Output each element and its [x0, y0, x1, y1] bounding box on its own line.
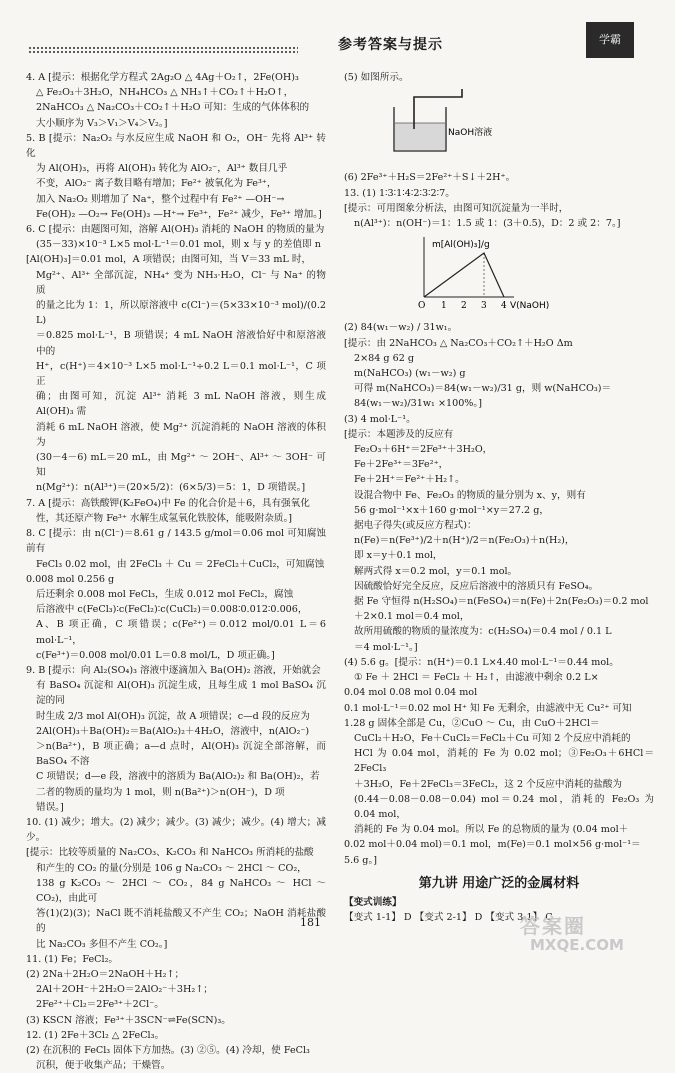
text-line: m(NaHCO₃) (w₁－w₂) g [354, 368, 466, 380]
text-line: 2Al＋2OH⁻＋2H₂O＝2AlO₂⁻＋3H₂↑； [36, 984, 213, 996]
text-line: 5.6 g。] [344, 854, 377, 866]
text-line: 时生成 2/3 mol Al(OH)₃ 沉淀，故 A 项错误；c—d 段的反应为 [36, 710, 310, 722]
text-line: CuCl₂＋H₂O，Fe＋CuCl₂＝FeCl₂＋Cu 可知 2 个反应中消耗的 [354, 732, 631, 744]
page-header-title: 参考答案与提示 [338, 37, 443, 53]
watermark-url: MXQE.COM [530, 936, 624, 954]
text-line: 4. A [提示：根据化学方程式 2Ag₂O △ 4Ag＋O₂↑，2Fe(OH)₃ [26, 72, 299, 83]
right-column [344, 70, 654, 925]
text-line: 11. (1) Fe；FeCl₂。 [26, 953, 119, 965]
text-line: ① Fe ＋ 2HCl ＝ FeCl₂ ＋ H₂↑，由滤液中剩余 0.2 L× [354, 672, 599, 684]
text-line: 为 Al(OH)₃，再将 Al(OH)₃ 转化为 AlO₂⁻，Al³⁺ 数目几乎 [36, 163, 288, 175]
text-line: 10. (1) 减少；增大。(2) 减少；减少。(3) 减少；减少。(4) 增大；减少。 [26, 816, 326, 844]
text-line: A、B 项正确，C 项错误；c(Fe²⁺)＝0.012 mol/0.01 L＝6 mol·L⁻¹， [36, 619, 326, 646]
text-line: [Al(OH)₃]＝0.01 mol，A 项错误；由图可知，当 V＝33 mL 时， [26, 254, 312, 266]
text-line: 可得 m(NaHCO₃)＝84(w₁－w₂)/31 g，则 w(NaHCO₃)＝ [354, 383, 612, 395]
text-line: C 项错误；d—e 段，溶液中的溶质为 Ba(AlO₂)₂ 和 Ba(OH)₂，若 [36, 771, 320, 783]
tick-o: O [418, 301, 426, 312]
text-line: 故所用硫酸的物质的量浓度为：c(H₂SO₄)＝0.4 mol / 0.1 L [354, 626, 612, 638]
text-line: ＋3H₂O，Fe＋2FeCl₃＝3FeCl₂，这 2 个反应中消耗的盐酸为 [354, 778, 623, 790]
drill-line: 【变式 1-1】 D 【变式 2-1】 D 【变式 3-1】 C [344, 912, 553, 924]
drill-header: 【变式训练】 [344, 896, 402, 908]
text-line: 12. (1) 2Fe＋3Cl₂ △ 2FeCl₃。 [26, 1029, 165, 1041]
text-line: 因硫酸恰好完全反应，反应后溶液中的溶质只有 FeSO₄。 [354, 580, 599, 592]
text-line: 0.04 mol 0.08 mol 0.04 mol [344, 687, 478, 699]
text-line: 0.008 mol 0.256 g [26, 573, 115, 585]
header-dots [28, 46, 298, 54]
text-line: 2Al(OH)₃＋Ba(OH)₂＝Ba(AlO₂)₂＋4H₂O，溶液中，n(AlO₂⁻) [36, 725, 310, 737]
watermark-text: 答案圈 [520, 914, 586, 938]
tick-2: 2 [461, 301, 467, 312]
text-line: Mg²⁺、Al³⁺ 全部沉淀，NH₄⁺ 变为 NH₃·H₂O，Cl⁻ 与 Na⁺ 的物质 [36, 269, 326, 296]
text-line: ＝4 mol·L⁻¹。] [354, 641, 418, 653]
publisher-logo: 学霸 [586, 22, 634, 58]
al-oh3-graph [404, 233, 554, 311]
text-line: (4) 5.6 g。[提示：n(H⁺)＝0.1 L×4.40 mol·L⁻¹＝0.44 mol。 [344, 656, 619, 668]
text-line: n(Fe)＝n(Fe³⁺)/2＋n(H⁺)/2＝n(Fe₂O₃)＋n(H₂)， [354, 535, 575, 547]
text-line: (3) KSCN 溶液；Fe³⁺＋3SCN⁻⇌Fe(SCN)₃。 [26, 1014, 231, 1026]
text-line: 后还剩余 0.008 mol FeCl₃，生成 0.012 mol FeCl₂，腐蚀 [36, 588, 294, 600]
text-line: 138 g K₂CO₃ ～ 2HCl ～ CO₂，84 g NaHCO₃ ～ HCl ～ CO₂)，由此可 [36, 877, 326, 904]
text-line: (3) 4 mol·L⁻¹。 [344, 413, 416, 425]
section-title: 第九讲 用途广泛的金属材料 [418, 875, 580, 891]
text-line: (5) 如图所示。 [344, 72, 409, 83]
text-line: 2×84 g 62 g [354, 352, 414, 364]
text-line: (6) 2Fe³⁺＋H₂S＝2Fe²⁺＋S↓＋2H⁺。 [344, 172, 516, 184]
text-line: 大小顺序为 V₃＞V₁＞V₄＞V₂。] [36, 117, 168, 129]
text-line: 比 Na₂CO₃ 多但不产生 CO₂。] [36, 938, 168, 950]
text-line: △ Fe₂O₃＋3H₂O，NH₄HCO₃ △ NH₃↑＋CO₂↑＋H₂O↑， [36, 87, 294, 99]
text-line: 答(1)(2)(3)；NaCl 既不消耗盐酸又不产生 CO₂；NaOH 消耗盐酸的 [36, 908, 326, 935]
tick-3: 3 [481, 301, 487, 312]
text-line: 6. C [提示：由题图可知，溶解 Al(OH)₃ 消耗的 NaOH 的物质的量为 [26, 224, 325, 236]
text-line: ＋2×0.1 mol＝0.4 mol， [354, 611, 470, 623]
text-line: 确；由图可知，沉淀 Al³⁺ 消耗 3 mL NaOH 溶液，则生成 Al(OH)₃ 需 [36, 391, 326, 418]
text-line: [提示：可用图象分析法，由图可知沉淀量为一半时， [344, 202, 569, 214]
text-line: ＞n(Ba²⁺)，B 项正确；a—d 点时，Al(OH)₃ 沉淀全部溶解，而 BaSO₄ 不溶 [36, 740, 326, 768]
text-line: (2) 84(w₁－w₂) / 31w₁。 [344, 322, 458, 334]
text-line: 据 Fe 守恒得 n(H₂SO₄)＝n(FeSO₄)＝n(Fe)＋2n(Fe₂O₃)＝0.2 mol [354, 596, 649, 608]
text-line: [提示：由 2NaHCO₃ △ Na₂CO₃＋CO₂↑＋H₂O Δm [344, 337, 573, 349]
text-line: Fe＋2Fe³⁺＝3Fe²⁺， [354, 459, 449, 471]
text-line: 13. (1) 1∶3∶1∶4∶2∶3∶2∶7。 [344, 187, 455, 199]
text-line: 56 g·mol⁻¹×x＋160 g·mol⁻¹×y＝27.2 g， [354, 504, 549, 516]
text-line: 不变，AlO₂⁻ 离子数目略有增加；Fe²⁺ 被氧化为 Fe³⁺， [36, 178, 277, 190]
text-line: 消耗的 Fe 为 0.04 mol。所以 Fe 的总物质的量为 (0.04 mol＋ [354, 824, 629, 836]
text-line: HCl 为 0.04 mol，消耗的 Fe 为 0.02 mol；③Fe₂O₃＋6HCl＝2FeCl₃ [354, 748, 654, 775]
beaker-label: NaOH溶液 [448, 128, 493, 139]
text-line: FeCl₃ 0.02 mol，由 2FeCl₃ ＋ Cu ＝ 2FeCl₂＋CuCl₂，可知腐蚀 [36, 558, 325, 570]
text-line: (2) 2Na＋2H₂O＝2NaOH＋H₂↑； [26, 968, 185, 980]
text-line: H⁺，c(H⁺)＝4×10⁻³ L×5 mol·L⁻¹÷0.2 L＝0.1 mol·L⁻¹，C 项正 [36, 360, 326, 388]
text-line: 加入 Na₂O₂ 则增加了 Na⁺，整个过程中有 Fe²⁺ —OH⁻→ [36, 193, 285, 205]
left-column [26, 70, 326, 1073]
text-line: 沉积，便于收集产品；干燥管。 [36, 1060, 171, 1072]
tick-1: 1 [441, 301, 447, 312]
text-line: 1.28 g 固体全部是 Cu，②CuO ～ Cu，由 CuO＋2HCl＝ [344, 717, 600, 729]
text-line: n(Mg²⁺)：n(Al³⁺)＝(20×5/2)：(6×5/3)＝5：1，D 项错误。] [36, 482, 306, 494]
text-line: 8. C [提示：由 n(Cl⁻)＝8.61 g / 143.5 g/mol＝0.06 mol 可知腐蚀前有 [26, 528, 326, 555]
text-line: 0.1 mol·L⁻¹＝0.02 mol H⁺ 知 Fe 无剩余，由滤液中无 Cu²⁺ 可知 [344, 702, 632, 714]
text-line: 的量之比为 1：1，所以原溶液中 c(Cl⁻)＝(5×33×10⁻³ mol)/(0.2 L) [36, 300, 326, 327]
text-line: 2NaHCO₃ △ Na₂CO₃＋CO₂↑＋H₂O 可知：生成的气体体积的 [36, 102, 310, 114]
text-line: Fe＋2H⁺＝Fe²⁺＋H₂↑。 [354, 474, 465, 486]
text-line: 性，其还原产物 Fe³⁺ 水解生成氢氧化铁胶体，能吸附杂质。] [36, 512, 293, 524]
text-line: 即 x＝y＋0.1 mol， [354, 550, 443, 562]
text-line: 84(w₁－w₂)/31w₁ ×100%。] [354, 398, 482, 410]
text-line: 0.02 mol＋0.04 mol)＝0.1 mol，m(Fe)＝0.1 mol×56 g·mol⁻¹＝ [344, 839, 641, 851]
text-line: 9. B [提示：向 Al₂(SO₄)₃ 溶液中逐滴加入 Ba(OH)₂ 溶液，开始就会 [26, 664, 321, 676]
text-line: Fe₂O₃＋6H⁺＝2Fe³⁺＋3H₂O， [354, 444, 493, 456]
curve-line [424, 253, 504, 297]
page-number: 181 [300, 916, 321, 929]
text-line: (2) 在沉积的 FeCl₃ 固体下方加热。(3) ②⑤。(4) 冷却，使 FeCl₃ [26, 1045, 310, 1056]
text-line: 7. A [提示：高铁酸钾(K₂FeO₄)中 Fe 的化合价是＋6，具有强氧化 [26, 497, 310, 509]
text-line: (30－4－6) mL＝20 mL，由 Mg²⁺ ～ 2OH⁻、Al³⁺ ～ 3OH⁻ 可知 [36, 452, 326, 479]
text-line: c(Fe³⁺)＝0.008 mol/0.01 L＝0.8 mol/L，D 项正确。] [36, 649, 275, 661]
x-label: V(NaOH) [510, 301, 550, 312]
text-line: 和产生的 CO₂ 的量(分别是 106 g Na₂CO₃ ～ 2HCl ～ CO₂， [36, 862, 307, 874]
text-line: 消耗 6 mL NaOH 溶液，使 Mg²⁺ 沉淀消耗的 NaOH 溶液的体积为 [36, 421, 326, 448]
text-line: 有 BaSO₄ 沉淀和 Al(OH)₃ 沉淀生成，且每生成 1 mol BaSO₄ 沉淀的同 [36, 680, 326, 707]
tick-4: 4 [501, 301, 507, 312]
text-line: (0.44－0.08－0.08－0.04) mol＝0.24 mol，消耗的 Fe₂O₃ 为 0.04 mol， [354, 793, 654, 820]
text-line: [提示：本题涉及的反应有 [344, 428, 454, 440]
text-line: n(Al³⁺)：n(OH⁻)＝1：1.5 或 1：(3＋0.5)，D：2 或 2：7。] [354, 218, 621, 230]
text-line: 二者的物质的量均为 1 mol，则 n(Ba²⁺)＞n(OH⁻)，D 项 [36, 786, 285, 798]
beaker-liquid [395, 123, 445, 150]
text-line: ＝0.825 mol·L⁻¹，B 项错误；4 mL NaOH 溶液恰好中和原溶液中的 [36, 330, 326, 357]
beaker-diagram [384, 89, 534, 159]
text-line: Fe(OH)₂ —O₂→ Fe(OH)₃ —H⁺→ Fe³⁺，Fe²⁺ 减少，Fe³⁺ 增加。] [36, 208, 322, 220]
text-line: 2Fe²⁺＋Cl₂＝2Fe³⁺＋2Cl⁻。 [36, 999, 164, 1011]
text-line: 错误。] [36, 801, 64, 813]
text-line: [提示：比较等质量的 Na₂CO₃、K₂CO₃ 和 NaHCO₃ 所消耗的盐酸 [26, 847, 314, 859]
text-line: 据电子得失(或反应方程式)： [354, 520, 477, 532]
text-line: (35－33)×10⁻³ L×5 mol·L⁻¹＝0.01 mol，则 x 与 y 的差值即 n [36, 239, 321, 251]
text-line: 后溶液中 c(FeCl₃)∶c(FeCl₂)∶c(CuCl₂)＝0.008∶0.012∶0.006， [36, 604, 308, 616]
text-line: 5. B [提示：Na₂O₂ 与水反应生成 NaOH 和 O₂，OH⁻ 先将 Al³⁺ 转化 [26, 132, 326, 160]
text-line: 解两式得 x＝0.2 mol，y＝0.1 mol。 [354, 565, 518, 577]
text-line: 设混合物中 Fe、Fe₂O₃ 的物质的量分别为 x、y，则有 [354, 489, 586, 501]
y-label: m[Al(OH)₃]/g [432, 240, 490, 251]
